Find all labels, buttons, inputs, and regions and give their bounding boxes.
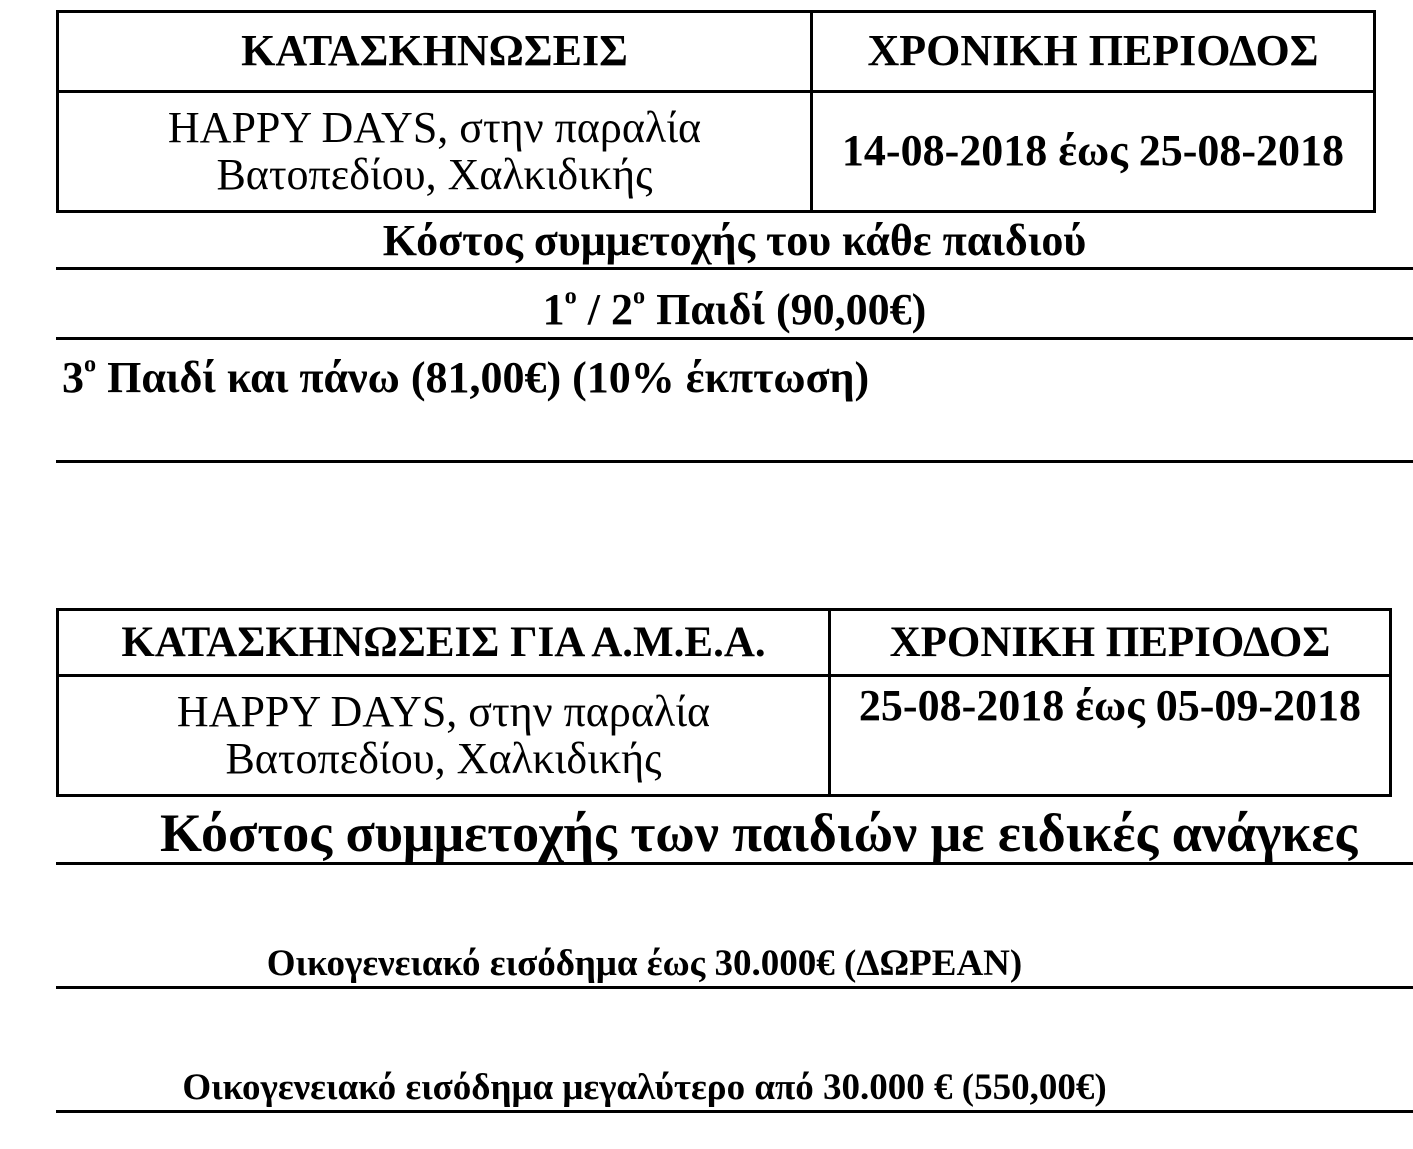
- ordinal-separator: /: [576, 285, 611, 334]
- ordinal-3-sup: ο: [84, 350, 97, 378]
- divider: [56, 267, 1413, 270]
- special-camps-header: ΚΑΤΑΣΚΗΝΩΣΕΙΣ ΓΙΑ Α.Μ.Ε.Α.: [58, 610, 830, 676]
- ordinal-1-sup: ο: [564, 282, 577, 310]
- ordinal-1: 1: [542, 285, 565, 334]
- period-header: ΧΡΟΝΙΚΗ ΠΕΡΙΟΔΟΣ: [812, 12, 1375, 92]
- camp-location: [58, 92, 812, 212]
- divider: [56, 337, 1413, 340]
- special-camp-location-line1: HAPPY DAYS, στην παραλία: [176, 687, 711, 737]
- income-row-paid: Οικογενειακό εισόδημα μεγαλύτερο από 30.000 € (550,00€): [182, 1067, 1107, 1108]
- special-camp-location-line2: Βατοπεδίου, Χαλκιδικής: [225, 733, 662, 783]
- ordinal-2-sup: ο: [633, 282, 646, 310]
- third-child-price: Παιδί και πάνω (81,00€) (10% έκπτωση): [96, 353, 870, 402]
- cost-title: Κόστος συμμετοχής του κάθε παιδιού: [382, 216, 1087, 265]
- cost-row-first-second-child: [56, 284, 1413, 335]
- income-row-free: Οικογενειακό εισόδημα έως 30.000€ (ΔΩΡΕΑΝ): [266, 943, 1023, 984]
- first-second-child-price: Παιδί (90,00€): [645, 285, 927, 334]
- divider: [56, 862, 1413, 865]
- special-needs-camps-table: [56, 608, 1392, 797]
- special-camp-location: [58, 676, 830, 796]
- ordinal-2: 2: [611, 285, 633, 334]
- camp-period: 14-08-2018 έως 25-08-2018: [812, 92, 1375, 212]
- camps-table: [56, 10, 1376, 213]
- ordinal-3: 3: [62, 353, 84, 402]
- divider: [56, 986, 1413, 989]
- divider: [56, 460, 1413, 463]
- cost-row-third-child: [62, 352, 869, 403]
- special-camp-period: 25-08-2018 έως 05-09-2018: [830, 676, 1391, 796]
- divider: [56, 1110, 1413, 1113]
- camps-header: ΚΑΤΑΣΚΗΝΩΣΕΙΣ: [58, 12, 812, 92]
- camp-location-line1: HAPPY DAYS, στην παραλία: [167, 103, 702, 153]
- camp-location-line2: Βατοπεδίου, Χαλκιδικής: [216, 149, 653, 199]
- special-period-header: ΧΡΟΝΙΚΗ ΠΕΡΙΟΔΟΣ: [830, 610, 1391, 676]
- special-cost-title: Κόστος συμμετοχής των παιδιών με ειδικές ανάγκες: [160, 803, 1358, 863]
